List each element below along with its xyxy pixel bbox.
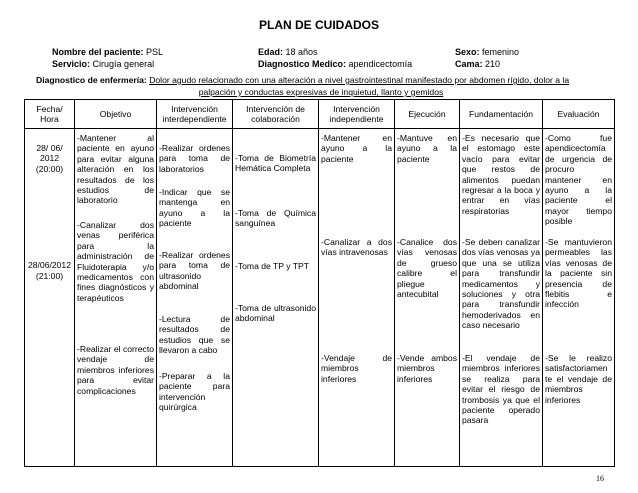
patient-age-value: 18 años	[285, 47, 318, 57]
header-fecha-hora: Fecha/ Hora	[25, 100, 75, 129]
date-1: 28/ 06/ 2012	[36, 143, 63, 164]
bed-label: Cama:	[455, 59, 483, 69]
header-fundamentacion: Fundamentación	[460, 100, 543, 129]
patient-name-value: PSL	[146, 47, 164, 57]
fundamentacion-3: -El vendaje de miembros inferiores se realiza para evitar el riesgo de trombosis ya que el paciente operado pasara	[462, 353, 540, 426]
patient-age-label: Edad:	[258, 47, 284, 57]
header-interdependiente: Intervención interdependiente	[157, 100, 233, 129]
independiente-1: -Mantener en ayuno a la paciente	[321, 133, 392, 164]
colaboracion-1: -Toma de Biometría Hemática Completa	[235, 153, 316, 174]
independiente-2: -Canalizar a dos vías intravenosas	[321, 237, 392, 258]
ejecucion-1: -Mantuve en ayuno a la paciente	[397, 133, 457, 164]
evaluacion-2: -Se mantuvieron permeables las vías venosas de la paciente sin presencia de flebitis e infección	[545, 237, 612, 310]
fundamentacion-2: -Se deben canalizar dos vías venosas ya que una se utiliza para transfundir medicamentos y soluciones y otra para transfundir hemoderivados en caso necesario	[462, 237, 540, 331]
service-label: Servicio:	[52, 59, 91, 69]
colaboracion-3: -Toma de TP y TPT	[235, 261, 310, 271]
interdependiente-2: -Indicar que se mantenga en ayuno a la paciente	[159, 187, 230, 229]
independiente-3: -Vendaje de miembros inferiores	[321, 353, 392, 384]
time-2: (21:00)	[35, 270, 64, 281]
cell-objetivo	[75, 129, 157, 467]
interdependiente-5: -Preparar a la paciente para intervención quirúrgica	[159, 371, 230, 413]
nursing-diagnosis	[36, 74, 606, 98]
header-independiente: Intervención independiente	[319, 100, 395, 129]
evaluacion-3: -Se le realizo satisfactoriamen te el vendaje de miembros inferiores	[545, 353, 612, 405]
medical-diagnosis-value: apendicectomía	[348, 59, 413, 69]
interdependiente-1: -Realizar ordenes para toma de laboratorios	[159, 143, 230, 174]
cell-ejecucion	[395, 129, 460, 467]
fundamentacion-1: -Es necesario que el estomago este vacío para evitar que restos de alimentos puedan regresar a la boca y entrar en vías respiratorias	[462, 133, 540, 216]
objetivo-3: -Realizar el correcto vendaje de miembros inferiores para evitar complicaciones	[77, 344, 154, 396]
ejecucion-3: -Vende ambos miembros inferiores	[397, 353, 457, 384]
page-title: PLAN DE CUIDADOS	[258, 18, 379, 32]
patient-sex-field	[455, 47, 519, 57]
service-field	[52, 59, 154, 69]
header-objetivo: Objetivo	[75, 100, 157, 129]
nursing-diagnosis-line2: palpación y conductas expresivas de inquietud, llanto y gemidos	[198, 87, 444, 97]
interdependiente-4: -Lectura de resultados de estudios que se llevaron a cabo	[159, 314, 230, 356]
date-2: 28/06/2012	[27, 260, 71, 271]
bed-value: 210	[485, 59, 501, 69]
service-value: Cirugía general	[92, 59, 155, 69]
page-number: 16	[596, 474, 604, 483]
bed-field	[455, 59, 500, 69]
nursing-diagnosis-line1: Dolor agudo relacionado con una alteración a nivel gastrointestinal manifestado por abdomen rígido, dolor a la	[149, 75, 570, 85]
ejecucion-2: -Canalice dos vías venosas de grueso calibre el pliegue antecubital	[397, 237, 457, 300]
table-header-row	[25, 100, 615, 129]
evaluacion-1: -Como fue apendicectomía de urgencia de procuro mantener en ayuno a la paciente el mayor tiempo posible	[545, 133, 612, 227]
colaboracion-2: -Toma de Química sanguínea	[235, 208, 316, 229]
patient-sex-value: femenino	[482, 47, 520, 57]
nursing-diagnosis-label: Diagnostico de enfermería:	[36, 75, 147, 85]
medical-diagnosis-label: Diagnostico Medico:	[258, 59, 347, 69]
cell-independiente	[319, 129, 395, 467]
objetivo-1: -Mantener al paciente en ayuno para evitar alguna alteración en los resultados de los estudios de laboratorio	[77, 133, 154, 206]
interdependiente-3: -Realizar ordenes para toma de ultrasonido abdominal	[159, 250, 230, 292]
header-ejecucion: Ejecución	[395, 100, 460, 129]
patient-name-field	[52, 47, 163, 57]
patient-sex-label: Sexo:	[455, 47, 480, 57]
cell-fecha-hora	[25, 129, 75, 467]
patient-age-field	[258, 47, 318, 57]
cell-colaboracion	[233, 129, 319, 467]
time-1: (20:00)	[35, 163, 64, 174]
table-row	[25, 129, 615, 467]
header-colaboracion: Intervención de colaboración	[233, 100, 319, 129]
cell-interdependiente	[157, 129, 233, 467]
header-evaluacion: Evaluación	[543, 100, 615, 129]
patient-name-label: Nombre del paciente:	[52, 47, 144, 57]
medical-diagnosis-field	[258, 59, 412, 69]
cell-fundamentacion	[460, 129, 543, 467]
colaboracion-4: -Toma de ultrasonido abdominal	[235, 303, 316, 324]
care-plan-table	[24, 99, 615, 467]
objetivo-2: -Canalizar dos venas periférica para la administración de Fluidoterapia y/o medicamentos con fines diagnósticos y terapéuticos	[77, 220, 154, 303]
cell-evaluacion	[543, 129, 615, 467]
